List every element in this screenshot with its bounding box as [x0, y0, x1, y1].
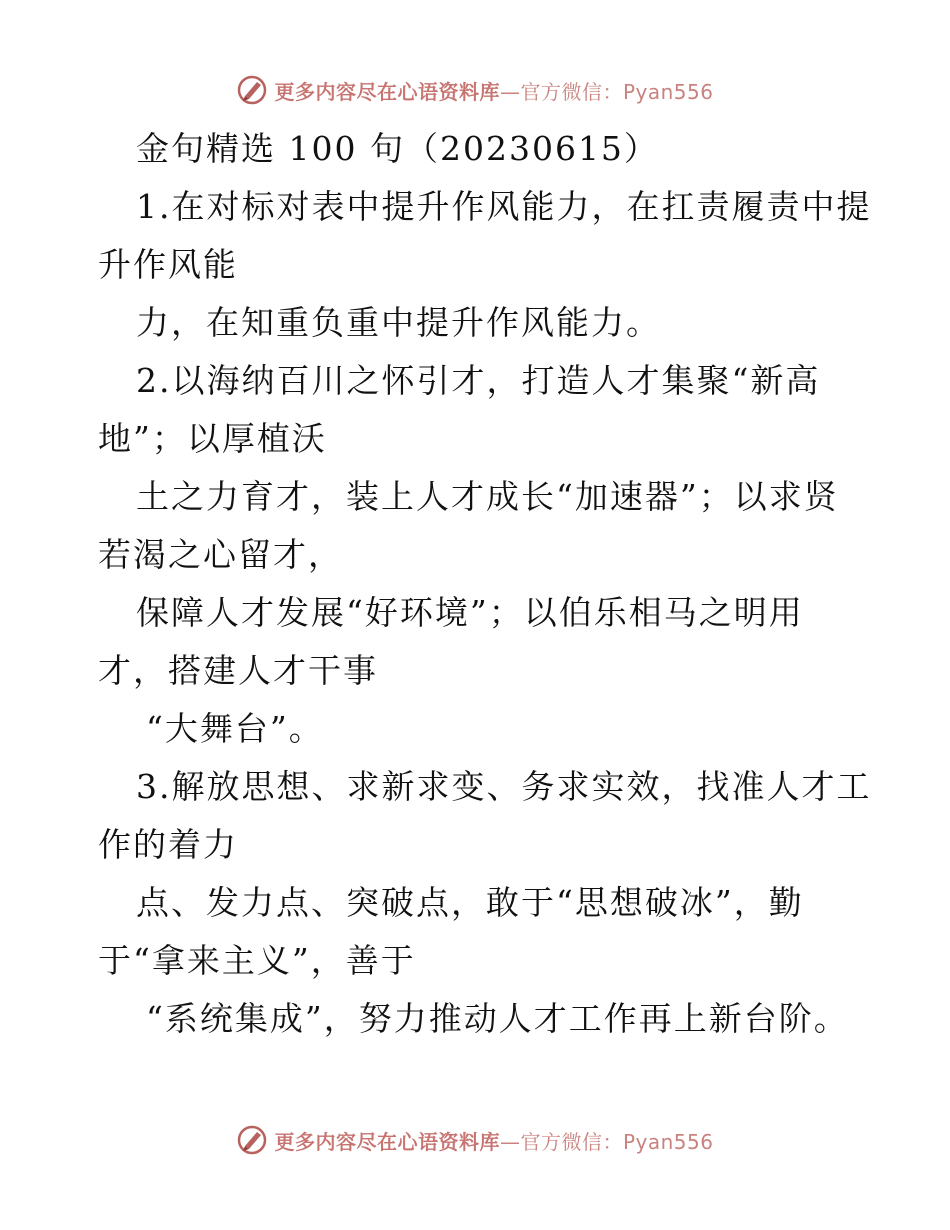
watermark-main-text: 更多内容尽在心语资料库: [274, 1129, 500, 1154]
paragraph-line: 升作风能: [98, 245, 238, 284]
watermark-rest-text: —官方微信：Pyan556: [499, 1129, 714, 1154]
paragraph-line: 3.解放思想、求新求变、务求实效，找准人才工: [136, 767, 872, 806]
paragraph-line: “大舞台”。: [146, 709, 324, 748]
paragraph-line: 才，搭建人才干事: [98, 651, 378, 690]
paragraph-line: 若渴之心留才，: [98, 535, 343, 574]
paragraph-line: 保障人才发展“好环境”；以伯乐相马之明用: [136, 593, 804, 632]
footer-watermark: [0, 1122, 950, 1158]
paragraph-line: 于“拿来主义”，善于: [98, 941, 416, 980]
watermark-rest-text: —官方微信：Pyan556: [499, 79, 714, 104]
watermark-text: [274, 1126, 713, 1155]
paragraph-line: 2.以海纳百川之怀引才，打造人才集聚“新高: [136, 361, 821, 400]
paragraph-line: 作的着力: [98, 825, 238, 864]
paragraph-line: 土之力育才，装上人才成长“加速器”；以求贤: [136, 477, 839, 516]
watermark-main-text: 更多内容尽在心语资料库: [274, 79, 500, 104]
header-watermark: [0, 72, 950, 108]
paragraph-line: 1.在对标对表中提升作风能力，在扛责履责中提: [136, 187, 872, 226]
watermark-text: [274, 76, 713, 105]
paragraph-line: 地”；以厚植沃: [98, 419, 327, 458]
document-body: [98, 120, 872, 1048]
paragraph-line: 力，在知重负重中提升作风能力。: [136, 303, 661, 342]
pen-logo-icon: [236, 1124, 268, 1156]
document-title: 金句精选 100 句（20230615）: [136, 129, 659, 168]
pen-logo-icon: [236, 74, 268, 106]
paragraph-line: 点、发力点、突破点，敢于“思想破冰”，勤: [136, 883, 804, 922]
paragraph-line: “系统集成”，努力推动人才工作再上新台阶。: [146, 999, 849, 1038]
